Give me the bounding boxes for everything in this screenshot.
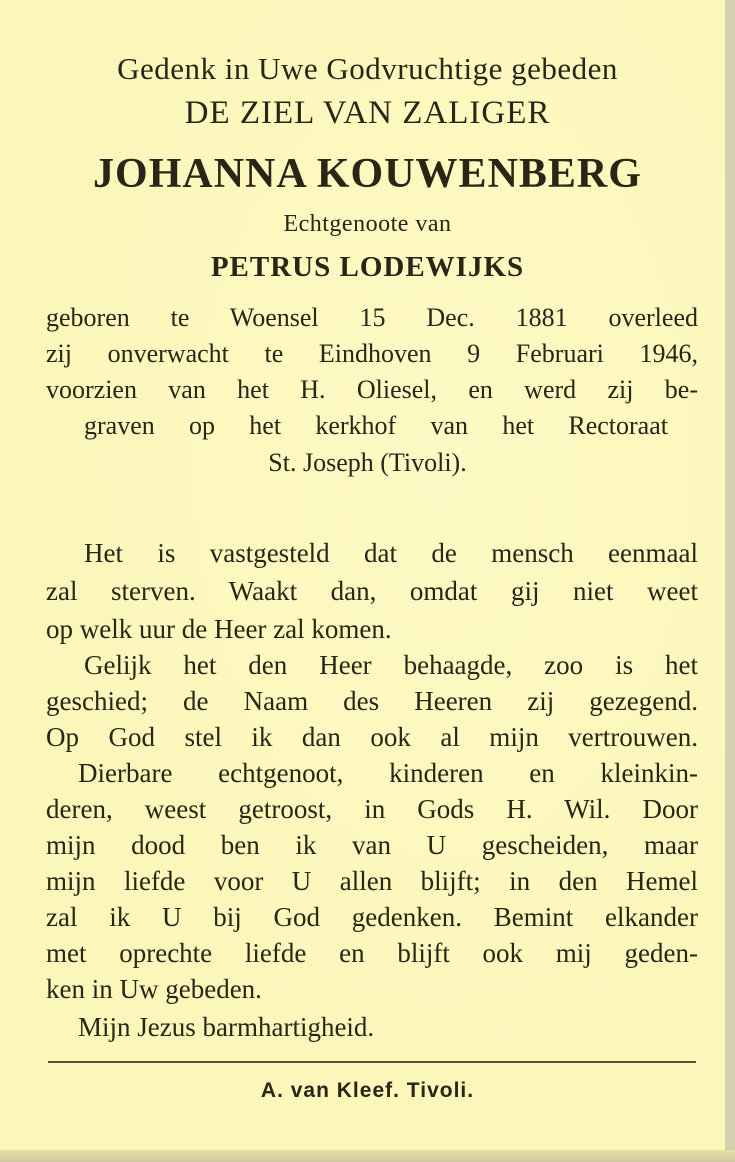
prayer-text-line: zal ik U bij God gedenken. Bemint elkander [46, 902, 698, 932]
prayer-text-line: Het is vastgesteld dat de mensch eenmaal [84, 538, 698, 568]
prayer-text-line: op welk uur de Heer zal komen. [46, 614, 392, 644]
biography-line: voorzien van het H. Oliesel, en werd zij be- [46, 375, 698, 404]
prayer-text-line: Dierbare echtgenoot, kinderen en kleinkin- [78, 758, 698, 788]
spouse-name: PETRUS LODEWIJKS [210, 251, 525, 283]
prayer-text-line: mijn liefde voor U allen blijft; in den Hemel [46, 866, 698, 896]
biography-line: graven op het kerkhof van het Rectoraat [84, 411, 668, 440]
prayer-text-line: met oprechte liefde en blijft ook mij geden- [46, 938, 698, 968]
prayer-text-line: zal sterven. Waakt dan, omdat gij niet weet [46, 576, 698, 606]
prayer-text-line: Gelijk het den Heer behaagde, zoo is het [84, 650, 698, 680]
prayer-text-line: Op God stel ik dan ook al mijn vertrouwen. [46, 722, 698, 752]
biography-line: St. Joseph (Tivoli). [268, 448, 467, 477]
invocation-line: Gedenk in Uwe Godvruchtige gebeden [117, 51, 618, 86]
card-bottom-edge [0, 1150, 735, 1162]
spouse-label: Echtgenoote van [283, 211, 452, 237]
soul-title: DE ZIEL VAN ZALIGER [184, 95, 551, 131]
biography-line: geboren te Woensel 15 Dec. 1881 overleed [46, 303, 698, 332]
biography-line: zij onverwacht te Eindhoven 9 Februari 1946, [46, 339, 698, 368]
deceased-name: JOHANNA KOUWENBERG [93, 151, 642, 197]
prayer-text-line: mijn dood ben ik van U gescheiden, maar [46, 830, 698, 860]
closing-invocation: Mijn Jezus barmhartigheid. [78, 1012, 375, 1042]
prayer-text-line: deren, weest getroost, in Gods H. Wil. Door [46, 794, 698, 824]
divider-rule [48, 1061, 696, 1063]
prayer-text-line: geschied; de Naam des Heeren zij gezegend. [46, 686, 698, 716]
printer-credit: A. van Kleef. Tivoli. [260, 1079, 475, 1102]
prayer-text-line: ken in Uw gebeden. [46, 974, 262, 1004]
